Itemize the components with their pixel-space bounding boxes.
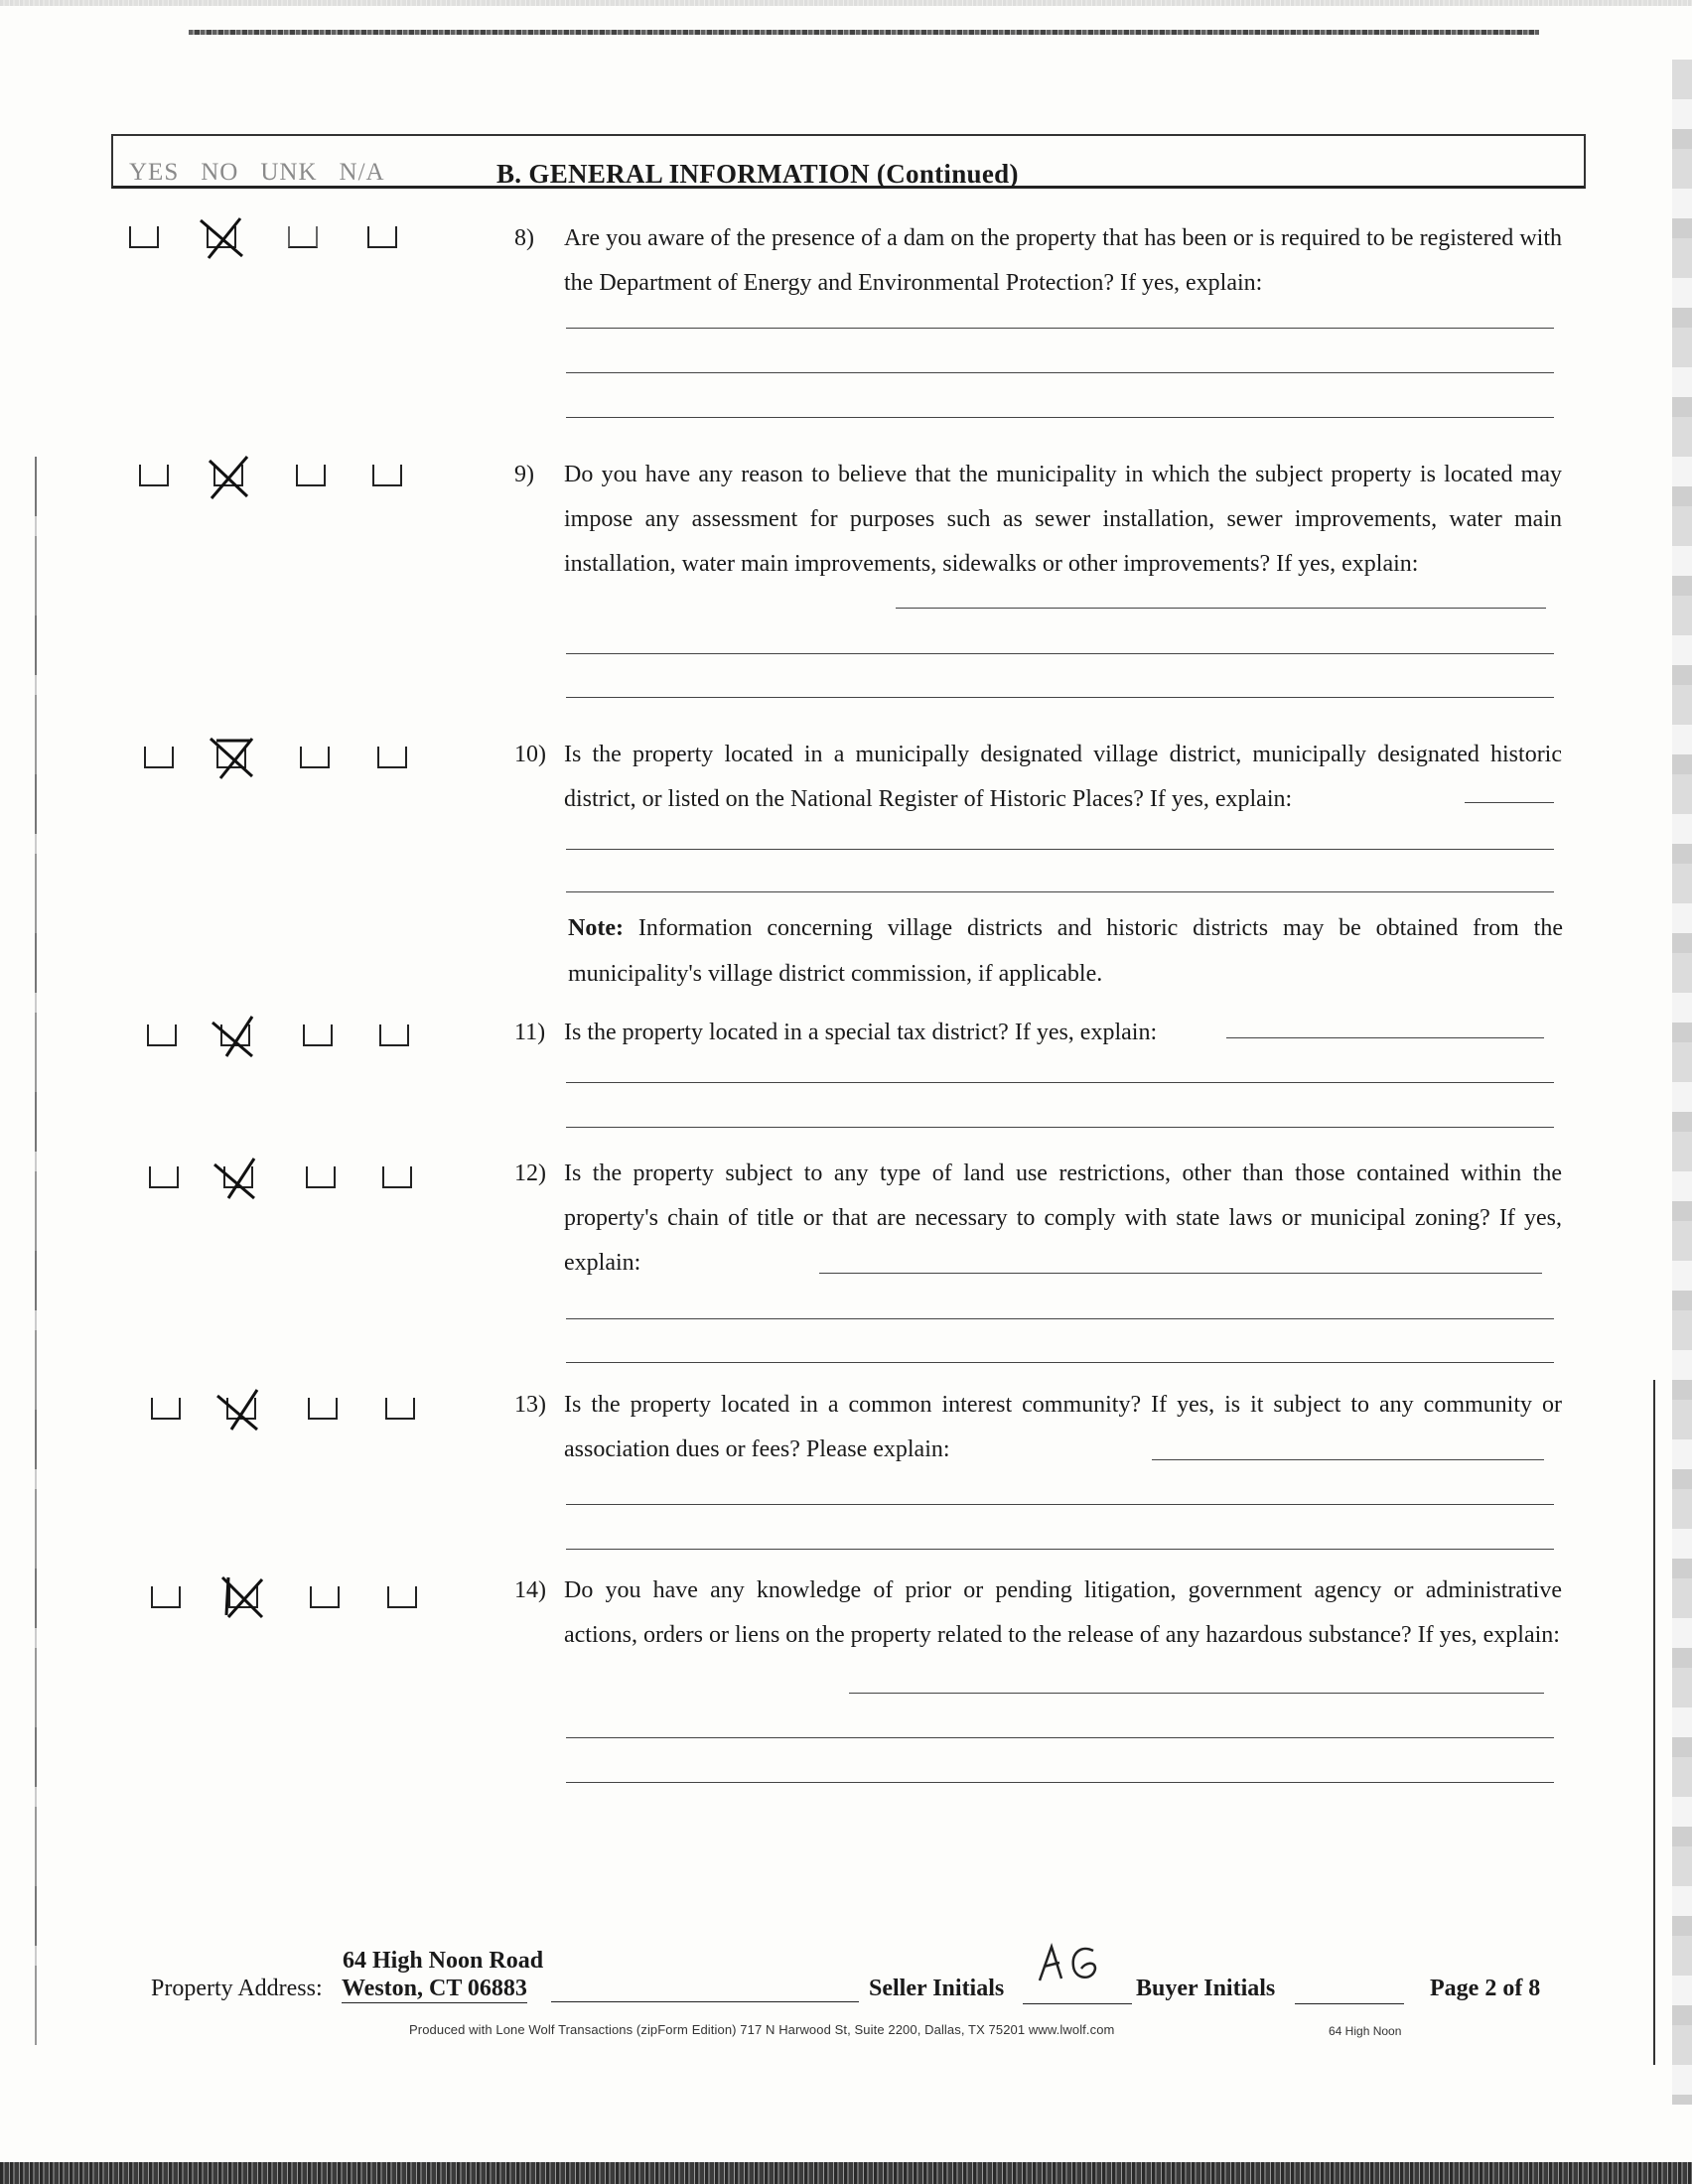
question-9 [514,453,1562,587]
x-mark-icon [211,1155,262,1202]
section-title: B. GENERAL INFORMATION (Continued) [496,159,1019,189]
col-unk: UNK [260,159,318,186]
question-text: Are you aware of the presence of a dam on the property that has been or is required to be registered with the Department of Energy and Environmental Protection? If yes, explain: [564,225,1562,296]
property-address-line [551,1976,859,2002]
checkbox-unk[interactable] [303,1024,333,1046]
explain-line[interactable] [566,417,1554,418]
checkbox-yes[interactable] [144,747,174,768]
x-mark-icon [197,214,248,262]
checkbox-unk[interactable] [306,1166,336,1188]
checkbox-unk[interactable] [308,1398,338,1420]
x-mark-icon [218,1573,270,1621]
explain-line[interactable] [566,1318,1554,1319]
checkbox-na[interactable] [382,1166,412,1188]
buyer-initials-label: Buyer Initials [1136,1976,1276,2001]
seller-initials-label: Seller Initials [869,1976,1005,2001]
scan-edge-bottom [0,2162,1692,2184]
explain-line[interactable] [566,372,1554,373]
question-10 [514,733,1562,822]
x-mark-icon [213,1386,265,1433]
checkbox-yes[interactable] [139,465,169,486]
property-address-value: Weston, CT 06883 [342,1976,527,2001]
top-scan-rule [189,30,1539,35]
checkbox-yes[interactable] [151,1586,181,1608]
question-number: 14) [514,1577,546,1603]
question-14 [514,1569,1562,1658]
explain-line[interactable] [566,1737,1554,1738]
seller-initials-signature [1036,1941,1105,1988]
note-paragraph [568,905,1563,997]
question-text: Do you have any knowledge of prior or pending litigation, government agency or administrative actions, orders or liens on the property related to the release of any hazardous substance? If yes, explain: [564,1577,1562,1648]
explain-line[interactable] [566,1082,1554,1083]
question-12 [514,1152,1562,1286]
explain-line[interactable] [566,653,1554,654]
checkbox-yes[interactable] [151,1398,181,1420]
scan-right-line [1653,1380,1655,2065]
explain-line[interactable] [1465,802,1554,803]
question-number: 12) [514,1160,546,1186]
produced-with-credit: Produced with Lone Wolf Transactions (zipForm Edition) 717 N Harwood St, Suite 2200, Dallas, TX 75201 www.lwolf.com [409,2022,1115,2037]
explain-line[interactable] [849,1693,1544,1694]
x-mark-icon [204,453,255,500]
checkbox-unk[interactable] [296,465,326,486]
explain-line[interactable] [566,328,1554,329]
checkbox-na[interactable] [372,465,402,486]
footer-row [151,1976,1561,2015]
explain-line[interactable] [1226,1037,1544,1038]
checkbox-unk[interactable] [300,747,330,768]
document-name: 64 High Noon [1329,2024,1402,2038]
property-street: 64 High Noon Road [343,1948,544,1974]
question-number: 11) [514,1020,546,1045]
question-number: 9) [514,462,534,487]
explain-line[interactable] [566,1127,1554,1128]
scan-left-line [35,457,37,2045]
checkbox-yes[interactable] [129,226,159,248]
x-mark-icon [207,735,258,782]
note-text: Information concerning village districts and historic districts may be obtained from the municipality's village district commission, if applicable. [568,915,1564,987]
question-text: Is the property located in a common interest community? If yes, is it subject to any community or association dues or fees? Please explain: [564,1392,1562,1462]
checkbox-yes[interactable] [147,1024,177,1046]
question-number: 13) [514,1392,546,1418]
checkbox-unk[interactable] [288,226,318,248]
question-number: 10) [514,742,546,767]
property-address-label: Property Address: [151,1976,323,2001]
explain-line[interactable] [566,697,1554,698]
explain-line[interactable] [566,891,1554,892]
checkbox-na[interactable] [387,1586,417,1608]
checkbox-na[interactable] [367,226,397,248]
question-text: Is the property subject to any type of land use restrictions, other than those contained within the property's chain of title or that are necessary to comply with state laws or municipal zoning? If yes, explain: [564,1160,1562,1276]
question-number: 8) [514,225,534,251]
col-yes: YES [129,159,180,186]
col-no: NO [201,159,239,186]
question-8 [514,216,1562,306]
buyer-initials-line[interactable] [1295,1976,1404,2004]
explain-line[interactable] [896,608,1546,609]
question-text: Is the property located in a municipally designated village district, municipally designated historic district, or listed on the National Register of Historic Places? If yes, explain: [564,742,1562,812]
explain-line[interactable] [566,1504,1554,1505]
checkbox-yes[interactable] [149,1166,179,1188]
col-na: N/A [339,159,385,186]
checkbox-na[interactable] [377,747,407,768]
page-number: Page 2 of 8 [1430,1976,1541,2001]
explain-line[interactable] [566,1782,1554,1783]
checkbox-na[interactable] [385,1398,415,1420]
checkbox-unk[interactable] [310,1586,340,1608]
note-label: Note: [568,915,624,941]
explain-line[interactable] [1152,1459,1544,1460]
scan-right-edge [1672,60,1692,2105]
explain-line[interactable] [566,1549,1554,1550]
checkbox-na[interactable] [379,1024,409,1046]
explain-line[interactable] [819,1273,1542,1274]
explain-line[interactable] [566,849,1554,850]
explain-line[interactable] [566,1362,1554,1363]
answer-column-headers [129,159,385,187]
scan-edge-top [0,0,1692,6]
question-text: Is the property located in a special tax district? If yes, explain: [564,1020,1158,1045]
question-11 [514,1011,1562,1055]
question-text: Do you have any reason to believe that the municipality in which the subject property is located may impose any assessment for purposes such as sewer installation, sewer improvements, water main installation, water main improvements, sidewalks or other improvements? If yes, explain: [564,462,1562,577]
x-mark-icon [209,1013,260,1060]
